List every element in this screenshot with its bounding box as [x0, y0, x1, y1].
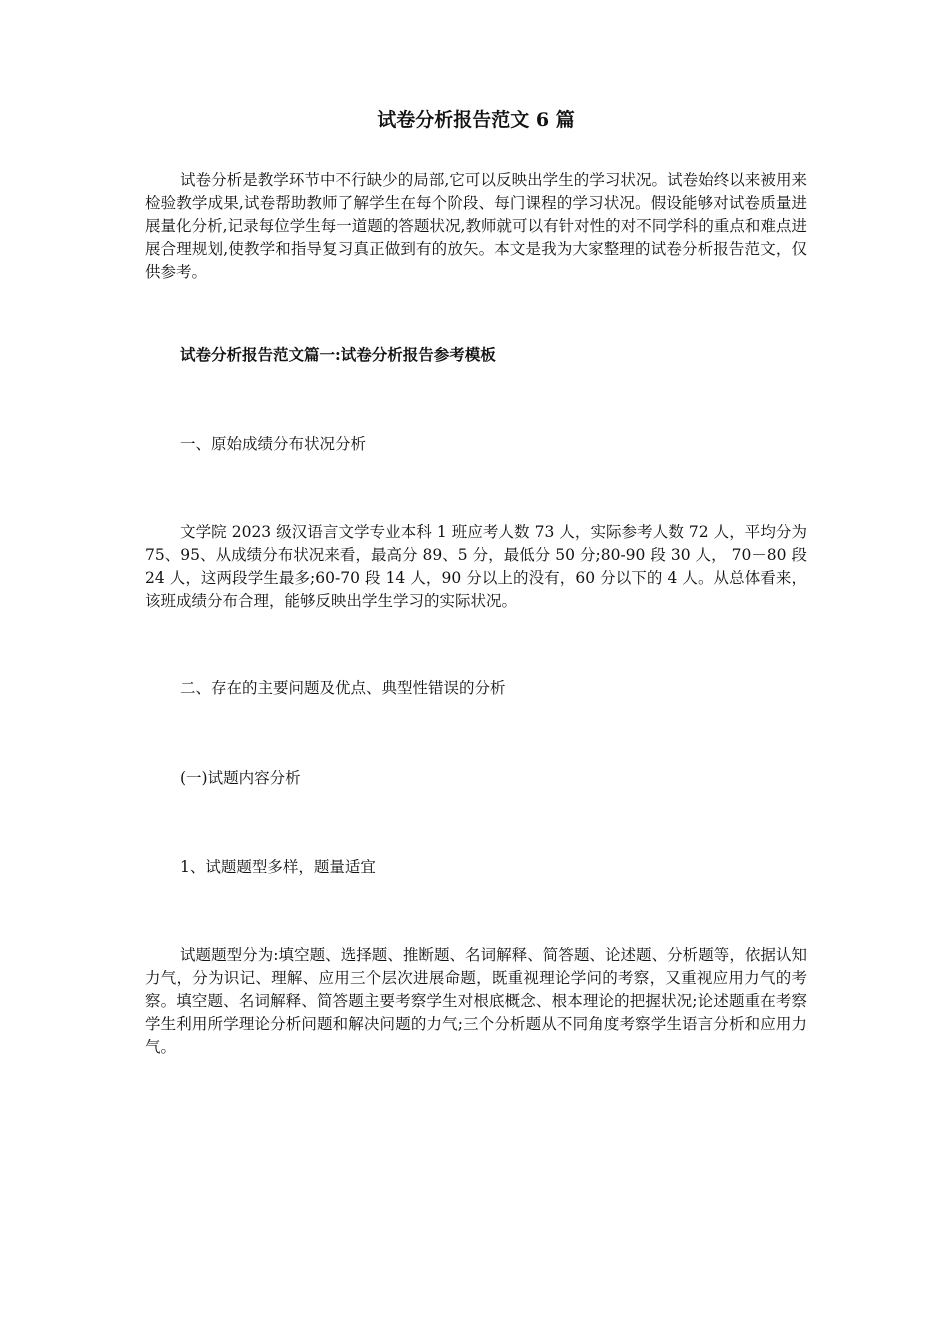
item1-paragraph: 试题题型分为:填空题、选择题、推断题、名词解释、简答题、论述题、分析题等，依据认知力气，分为识记、理解、应用三个层次进展命题，既重视理论学问的考察，又重视应用力气的考察。填空题、名词解释、简答题主要考察学生对根底概念、根本理论的把握状况;论述题重在考察学生利用所学理论分析问题和解决问题的力气;三个分析题从不同角度考察学生语言分析和应用力气。	[145, 946, 807, 1056]
document-title: 试卷分析报告范文 6 篇	[377, 109, 575, 131]
item1-heading: 1、试题题型多样，题量适宜	[180, 858, 376, 876]
sub1-heading: (一)试题内容分析	[180, 769, 301, 787]
section1-title: 试卷分析报告范文篇一:试卷分析报告参考模板	[180, 345, 496, 364]
part2-heading: 二、存在的主要问题及优点、典型性错误的分析	[180, 679, 506, 697]
intro-paragraph: 试卷分析是教学环节中不行缺少的局部,它可以反映出学生的学习状况。试卷始终以来被用来检验教学成果,试卷帮助教师了解学生在每个阶段、每门课程的学习状况。假设能够对试卷质量进展量化分析,记录每位学生每一道题的答题状况,教师就可以有针对性的对不同学科的重点和难点进展合理规划,使教学和指导复习真正做到有的放矢。本文是我为大家整理的试卷分析报告范文，仅供参考。	[145, 171, 807, 281]
part1-paragraph: 文学院 2023 级汉语言文学专业本科 1 班应考人数 73 人，实际参考人数 72 人，平均分为 75、95、从成绩分布状况来看，最高分 89、5 分，最低分 50 分;80-90 段 30 人， 70－80 段 24 人，这两段学生最多;60-70 段 14 人，90 分以上的没有，60 分以下的 4 人。从总体看来，该班成绩分布合理，能够反映出学生学习的实际状况。	[145, 523, 807, 610]
part1-heading: 一、原始成绩分布状况分析	[180, 435, 367, 453]
